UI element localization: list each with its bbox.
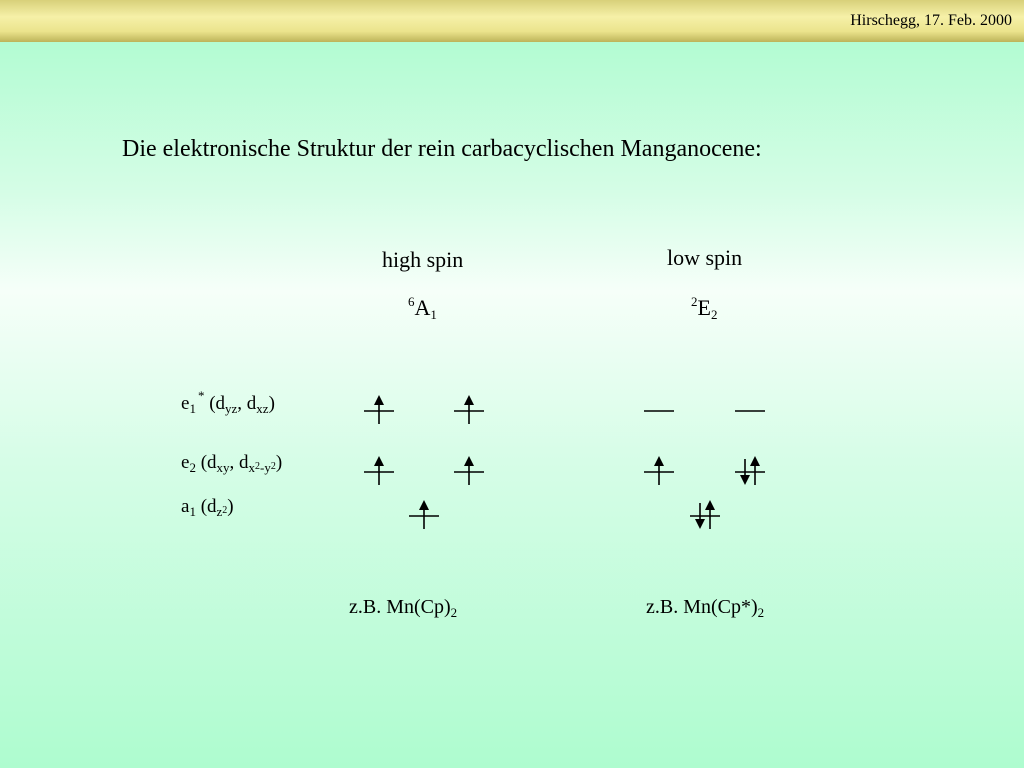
low-spin-caption-sub: 2 [757,605,765,620]
high-spin-label: high spin [382,247,464,272]
high_spin-e1_star-1-electron-up-head [464,395,474,405]
high-spin-term-sup: 6 [408,294,415,309]
low-spin-caption-main: z.B. Mn(Cp*) [646,596,758,618]
e2-close: ) [275,452,283,473]
high-spin-term-sub: 1 [430,307,437,322]
e1-close: ) [268,393,275,414]
a1-s1b: 2 [222,505,228,516]
e2-s1: xy [216,460,230,475]
high_spin-e1_star-0-electron-up-head [374,395,384,405]
low_spin-a1-0-electron-down-head [695,519,705,529]
e2-s2b: 2 [255,461,261,472]
low-spin-term-sup: 2 [691,294,698,309]
low_spin-a1-0-electron-up-head [705,500,715,510]
high_spin-a1-0-electron-up-head [419,500,429,510]
e1-star: * [197,388,205,403]
high_spin-e2-0-electron-up-head [374,456,384,466]
e2-s2c: -y [260,460,271,475]
a1-open: (d [195,496,217,517]
e1-mid: , d [237,393,257,414]
e2-s2a: x [248,460,256,475]
orbital-levels [364,395,765,529]
high-spin-caption-main: z.B. Mn(Cp) [349,596,451,618]
low_spin-e2-1-electron-up-head [750,456,760,466]
slide-title: Die elektronische Struktur der rein carbacyclischen Manganocene: [122,136,762,162]
e1-sub: 1 [189,401,196,416]
high_spin-e2-1-electron-up-head [464,456,474,466]
e1-s1: yz [225,401,238,416]
low_spin-e2-1-electron-down-head [740,475,750,485]
a1-sub: 1 [189,504,196,519]
low-spin-term-sub: 2 [710,307,718,322]
high-spin-caption-sub: 2 [450,605,458,620]
e2-main: e [181,452,190,473]
high-spin-term-main: A [414,295,431,320]
e2-sub: 2 [189,460,196,475]
e2-s2d: 2 [270,461,276,472]
a1-close: ) [227,496,234,517]
low-spin-caption [646,596,764,621]
header-text: Hirschegg, 17. Feb. 2000 [850,12,1012,29]
low-spin-label: low spin [667,245,743,270]
low-spin-term-main: E [697,295,711,320]
low_spin-e2-0-electron-up-head [654,456,664,466]
e1-open: (d [204,393,226,414]
a1-s1: z [216,504,223,519]
e1-main: e [181,393,190,414]
a1-main: a [181,496,190,517]
e2-open: (d [195,452,217,473]
high-spin-caption [349,596,457,621]
e1-s2: xz [256,401,269,416]
e2-mid: , d [229,452,249,473]
